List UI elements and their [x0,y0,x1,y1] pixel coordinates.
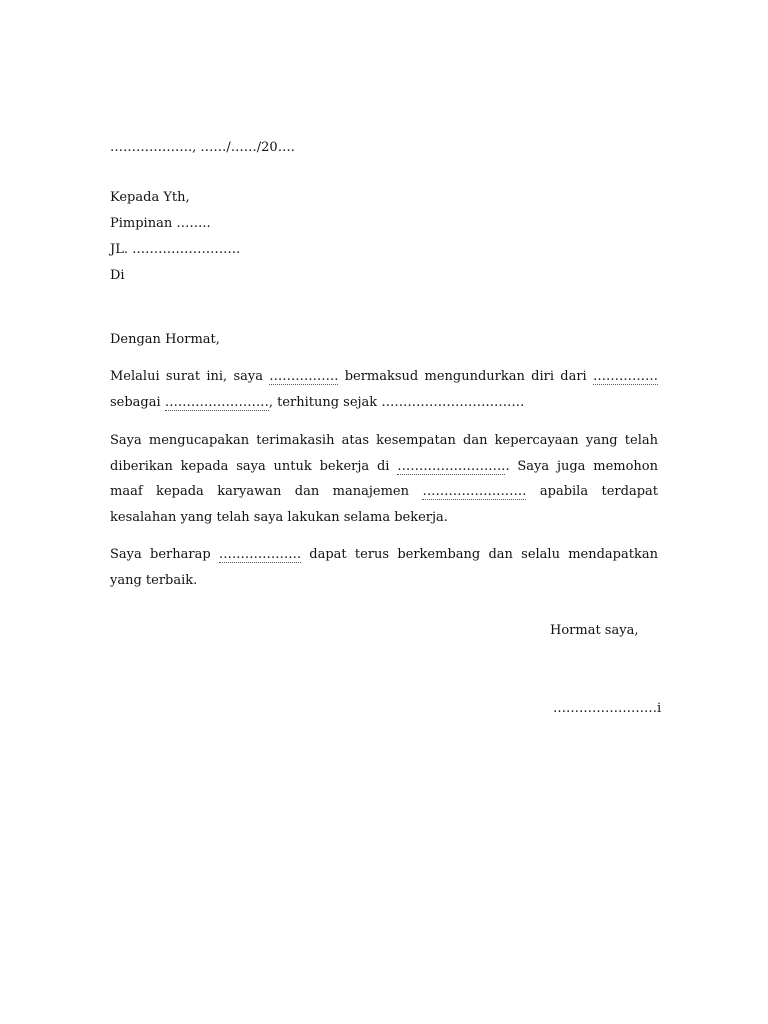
greeting: Dengan Hormat, [110,332,220,347]
blank-name: ……………. [269,369,339,384]
para3-text-2: dapat terus berkembang dan selalu mendapatkan yang terbaik. [110,547,658,588]
paragraph-thanks [110,428,658,530]
paragraph-hope [110,542,658,593]
recipient-line-3: JL. ……………………. [110,242,241,257]
closing: Hormat saya, [550,623,639,638]
para1-text-3: sebagai [110,394,161,410]
para1-text-1: Melalui surat ini, saya [110,369,263,384]
blank-workplace: ……………………. [397,458,506,474]
recipient-line-2: Pimpinan …….. [110,216,211,231]
para1-text-4: , terhitung sejak …………………………… [268,394,525,410]
blank-company: …………… [593,369,658,384]
para2-text-1: Saya mengucapakan terimakasih atas kesempatan dan kepercayaan yang telah diberikan kepada saya untuk bekerja di [110,433,658,474]
blank-company-2: ………………. [218,547,302,562]
blank-management: …………………… [422,484,527,499]
blank-position: …………………… [164,394,269,410]
paragraph-resignation [110,364,658,415]
recipient-line-1: Kepada Yth, [110,190,190,205]
date-line: ………………., ……/……/20…. [110,140,295,155]
para3-text-1: Saya berharap [110,547,211,562]
para2-text-2: . Saya juga memohon maaf kepada karyawan dan manajemen [110,458,658,499]
para2-text-3: apabila terdapat kesalahan yang telah saya lakukan selama bekerja. [110,484,659,525]
recipient-line-4: Di [110,268,125,283]
para1-text-2: bermaksud mengundurkan diri dari [344,369,587,384]
signature-line: ……………………i [553,701,662,716]
